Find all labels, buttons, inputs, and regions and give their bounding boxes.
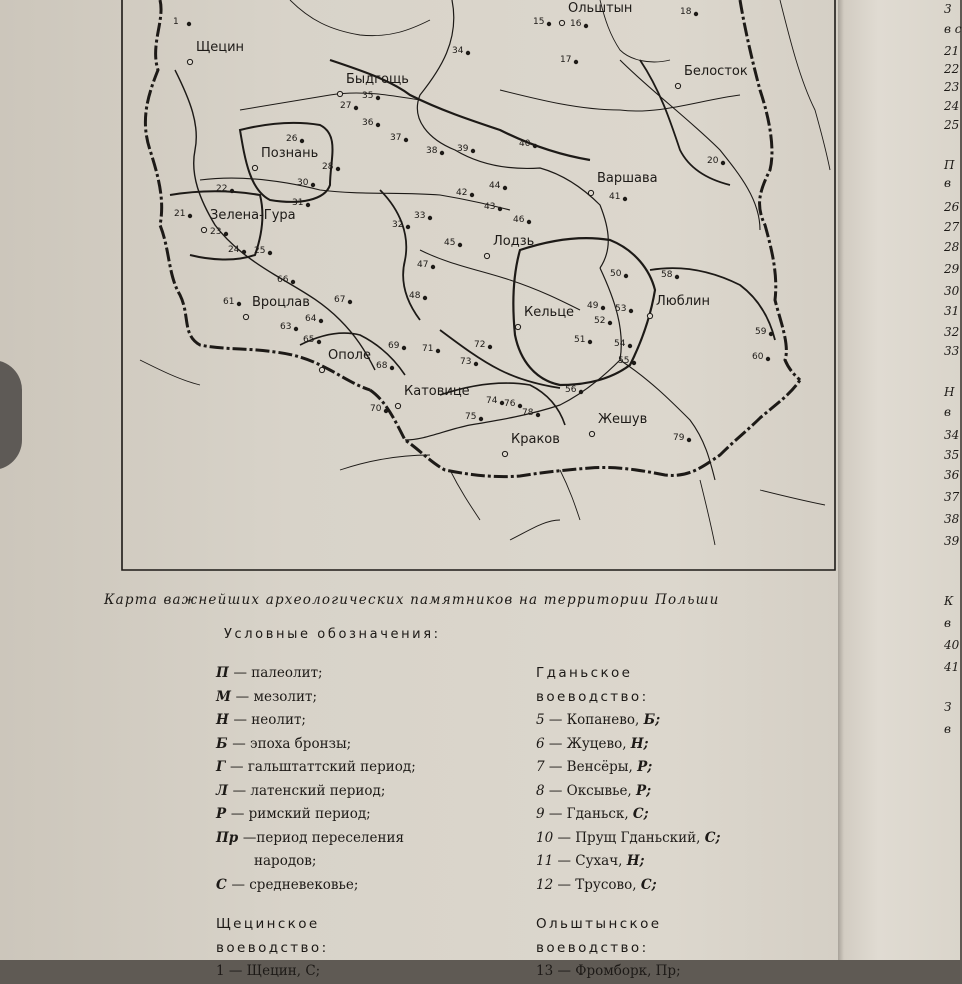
site-number: 79 [673, 433, 685, 443]
right-page-fragment: 35 [944, 448, 960, 462]
szczecin-heading-1: Щецинское [216, 916, 320, 932]
period-entry [216, 662, 486, 686]
city-marker [395, 403, 400, 408]
period-entry [216, 686, 486, 710]
site-dot [694, 12, 698, 16]
city-marker [252, 165, 257, 170]
site-number: 39 [457, 144, 469, 154]
site-number: 24 [228, 245, 240, 255]
tributary [780, 0, 830, 170]
site-dot [721, 161, 725, 165]
gdansk-site-entry [536, 756, 796, 780]
gdansk-site-entry [536, 803, 796, 827]
site-number: 25 [254, 246, 266, 256]
site-dot [390, 366, 394, 370]
tributary [290, 0, 430, 36]
site-dot [488, 345, 492, 349]
right-page-fragment: 27 [944, 220, 960, 234]
province-boundary [170, 191, 262, 259]
period-code: М [216, 688, 236, 705]
right-page-fragment: 32 [944, 325, 960, 339]
site-number: 31 [292, 198, 304, 208]
legend-right-column [536, 662, 796, 984]
site-dot [376, 123, 380, 127]
period-entry [216, 733, 486, 757]
tributary [510, 520, 560, 540]
tributary [340, 455, 430, 470]
site-number: 41 [609, 192, 621, 202]
right-page-fragment: 22 [944, 62, 960, 76]
river-pilica [420, 250, 580, 310]
site-number: 63 [280, 322, 292, 332]
site-name: — Копанево, [548, 712, 644, 728]
city-label: Белосток [684, 64, 748, 79]
site-number: 74 [486, 396, 498, 406]
city-marker [187, 59, 192, 64]
site-dot [628, 344, 632, 348]
period-code: Н [216, 712, 234, 728]
period-entry [216, 874, 486, 898]
site-dot [547, 22, 551, 26]
gdansk-site-entry [536, 709, 796, 733]
site-dot [306, 203, 310, 207]
right-page-fragment: 28 [944, 240, 960, 254]
site-dot [188, 214, 192, 218]
right-page-fragment: 36 [944, 468, 960, 482]
site-dot [466, 51, 470, 55]
site-number: 1 [173, 17, 179, 27]
site-dot [675, 275, 679, 279]
city-label: Кельце [524, 305, 575, 320]
site-dot [404, 138, 408, 142]
site-period-code: Н; [626, 853, 645, 869]
city-label: Зелена-Гура [210, 208, 296, 223]
river-bug [620, 60, 760, 230]
site-period-code: Н; [630, 735, 649, 752]
site-name: — Оксывье, [548, 782, 637, 799]
site-number: 30 [297, 178, 309, 188]
site-dot [498, 207, 502, 211]
river-vistula [417, 0, 608, 268]
right-page-fragment: Н [944, 385, 955, 399]
site-number: 71 [422, 344, 434, 354]
city-marker [484, 253, 489, 258]
site-number: 52 [594, 316, 606, 326]
city-label: Люблин [656, 294, 710, 309]
olsztyn-first-entry: 13 — Фромборк, Пр; [536, 963, 681, 979]
map-frame [122, 0, 835, 570]
site-dot [237, 302, 241, 306]
period-entry [216, 709, 486, 733]
site-number: 37 [390, 133, 402, 143]
site-dot [769, 332, 773, 336]
site-number: 17 [560, 55, 572, 65]
period-code: Б [216, 735, 233, 752]
site-num: 6 [536, 735, 549, 752]
site-number: 59 [755, 327, 767, 337]
site-dot [294, 327, 298, 331]
site-num: 5 [536, 712, 549, 728]
site-number: 53 [615, 304, 627, 314]
site-num: 8 [536, 782, 549, 799]
gdansk-site-entry [536, 827, 796, 851]
site-number: 15 [533, 17, 545, 27]
szczecin-heading-2: воеводство: [216, 939, 329, 956]
gdansk-heading-1: Гданьское [536, 665, 633, 681]
right-page-fragment: 37 [944, 490, 960, 504]
right-page-fragment: в [944, 722, 951, 736]
site-number: 18 [680, 7, 692, 17]
river-notec [240, 93, 420, 110]
site-dot [608, 321, 612, 325]
right-page-fragment: З [944, 700, 952, 714]
site-dot [348, 300, 352, 304]
site-period-code: Б; [643, 712, 661, 728]
site-dot [402, 346, 406, 350]
right-page-fragment: 40 [944, 638, 960, 652]
right-page-fragment: 3 [944, 2, 952, 16]
period-text: — гальштаттский период; [230, 759, 416, 775]
site-dot [317, 340, 321, 344]
site-number: 64 [305, 314, 317, 324]
city-marker [337, 91, 342, 96]
site-dot [574, 60, 578, 64]
site-number: 67 [334, 295, 346, 305]
period-text: — мезолит; [235, 688, 318, 705]
period-code: С [216, 876, 232, 893]
right-page-fragment: 21 [944, 44, 960, 58]
site-dot [423, 296, 427, 300]
site-number: 16 [570, 19, 582, 29]
site-dot [291, 280, 295, 284]
site-number: 66 [277, 275, 289, 285]
site-number: 36 [362, 118, 374, 128]
right-page-fragment: в с [944, 22, 962, 36]
site-period-code: С; [640, 876, 657, 893]
period-codes-list [216, 662, 486, 897]
site-number: 61 [223, 297, 235, 307]
period-text: — палеолит; [233, 665, 323, 681]
city-label: Ополе [328, 348, 371, 363]
site-dot [471, 149, 475, 153]
right-page-fragment: в [944, 616, 951, 630]
period-entry [216, 803, 486, 827]
site-number: 56 [565, 385, 577, 395]
city-label: Познань [261, 146, 319, 161]
period-text: —период переселения [242, 829, 405, 846]
site-number: 21 [174, 209, 186, 219]
site-name: — Прущ Гданьский, [557, 829, 705, 846]
site-dot [268, 251, 272, 255]
site-dot [527, 220, 531, 224]
site-number: 45 [444, 238, 456, 248]
period-text: народов; [254, 853, 317, 869]
right-page-fragment: К [944, 594, 954, 608]
legend-title: Условные обозначения: [224, 627, 441, 642]
province-boundary [440, 330, 560, 388]
city-marker [559, 20, 564, 25]
city-marker [589, 431, 594, 436]
site-number: 35 [362, 91, 374, 101]
olsztyn-heading-2: воеводство: [536, 939, 649, 956]
site-num: 11 [536, 853, 558, 869]
site-number: 58 [661, 270, 673, 280]
period-entry [216, 780, 486, 804]
site-name: — Трусово, [557, 876, 641, 893]
site-dot [187, 22, 191, 26]
period-text: — латенский период; [232, 782, 386, 799]
period-entry [216, 827, 486, 851]
tributary [700, 480, 715, 545]
site-dot [319, 319, 323, 323]
site-number: 23 [210, 227, 222, 237]
site-number: 78 [522, 408, 534, 418]
right-page-fragment: 25 [944, 118, 960, 132]
city-label: Катовице [404, 384, 470, 399]
city-label: Жешув [598, 412, 648, 427]
gdansk-site-entry [536, 780, 796, 804]
right-page-fragment: в [944, 176, 951, 190]
city-label: Варшава [597, 171, 658, 186]
city-label: Щецин [196, 40, 245, 55]
period-code: Л [216, 782, 233, 799]
right-page-fragment: 24 [944, 99, 960, 113]
site-period-code: С; [704, 829, 721, 846]
site-number: 49 [587, 301, 599, 311]
site-name: — Сухач, [557, 853, 627, 869]
period-entry [216, 756, 486, 780]
period-code: Р [216, 806, 231, 822]
site-dot [766, 357, 770, 361]
site-number: 46 [513, 215, 525, 225]
right-page-fragment: 30 [944, 284, 960, 298]
city-marker [588, 190, 593, 195]
site-dot [242, 250, 246, 254]
site-number: 34 [452, 46, 464, 56]
site-number: 26 [286, 134, 298, 144]
right-page-fragment: П [944, 158, 955, 172]
site-dot [479, 417, 483, 421]
site-dot [428, 216, 432, 220]
site-dot [336, 167, 340, 171]
city-marker [243, 314, 248, 319]
tributary [140, 360, 200, 385]
site-number: 69 [388, 341, 400, 351]
tributary [560, 470, 580, 520]
city-marker [319, 367, 324, 372]
site-name: — Жуцево, [548, 735, 631, 752]
site-number: 22 [216, 184, 228, 194]
site-number: 75 [465, 412, 477, 422]
period-code: П [216, 665, 234, 681]
site-dot [440, 151, 444, 155]
tributary [760, 490, 825, 505]
city-marker [201, 227, 206, 232]
site-dot [584, 24, 588, 28]
thumb [0, 360, 22, 470]
right-page-fragment: 29 [944, 262, 960, 276]
right-page-fragment: 33 [944, 344, 960, 358]
site-number: 47 [417, 260, 429, 270]
site-dot [536, 413, 540, 417]
site-period-code: С; [632, 806, 649, 822]
site-number: 55 [618, 356, 630, 366]
site-number: 76 [504, 399, 516, 409]
city-marker [515, 324, 520, 329]
right-page-fragment: 26 [944, 200, 960, 214]
site-number: 60 [752, 352, 764, 362]
site-dot [687, 438, 691, 442]
site-dot [629, 309, 633, 313]
site-number: 42 [456, 188, 468, 198]
site-number: 54 [614, 339, 626, 349]
site-num: 12 [536, 876, 558, 893]
site-number: 50 [610, 269, 622, 279]
site-dot [376, 96, 380, 100]
gdansk-site-entry [536, 874, 796, 898]
right-page-fragment: 38 [944, 512, 960, 526]
gdansk-heading-2: воеводство: [536, 688, 649, 705]
site-dot [436, 349, 440, 353]
period-text: — неолит; [233, 712, 306, 728]
site-dot [624, 274, 628, 278]
site-number: 32 [392, 220, 404, 230]
olsztyn-heading-1: Ольштынское [536, 916, 662, 932]
city-marker [502, 451, 507, 456]
site-dot [588, 340, 592, 344]
site-dot [431, 265, 435, 269]
right-page-fragment: 34 [944, 428, 960, 442]
site-dot [354, 106, 358, 110]
site-number: 72 [474, 340, 486, 350]
right-page-fragment: 31 [944, 304, 960, 318]
city-label: Краков [511, 432, 560, 447]
period-code: Пр [216, 829, 243, 846]
site-number: 43 [484, 202, 496, 212]
gdansk-site-entry [536, 733, 796, 757]
site-dot [533, 144, 537, 148]
site-dot [384, 409, 388, 413]
right-page-fragment: в [944, 405, 951, 419]
tributary [450, 470, 480, 520]
site-number: 44 [489, 181, 501, 191]
period-text: — средневековье; [231, 876, 359, 893]
site-dot [632, 361, 636, 365]
site-dot [230, 189, 234, 193]
river-narew [500, 90, 740, 111]
right-page-fragment: 23 [944, 80, 960, 94]
city-marker [675, 83, 680, 88]
site-period-code: Р; [636, 782, 652, 799]
site-dot [458, 243, 462, 247]
site-period-code: Р; [637, 759, 653, 775]
site-name: — Гданьск, [548, 806, 633, 822]
gdansk-sites-list [536, 709, 796, 897]
site-number: 48 [409, 291, 421, 301]
site-num: 9 [536, 806, 549, 822]
site-dot [224, 232, 228, 236]
city-label: Вроцлав [252, 295, 310, 310]
city-marker [647, 313, 652, 318]
site-number: 27 [340, 101, 352, 111]
site-number: 38 [426, 146, 438, 156]
site-num: 7 [536, 759, 549, 775]
site-dot [601, 306, 605, 310]
site-name: — Венсёры, [548, 759, 638, 775]
site-dot [300, 139, 304, 143]
gdansk-site-entry [536, 850, 796, 874]
period-entry [216, 850, 486, 874]
site-number: 20 [707, 156, 719, 166]
site-num: 10 [536, 829, 558, 846]
site-dot [623, 197, 627, 201]
site-dot [470, 193, 474, 197]
legend-left-column [216, 662, 486, 984]
site-number: 40 [519, 139, 531, 149]
site-number: 28 [322, 162, 334, 172]
map-caption: Карта важнейших археологических памятников на территории Польши [104, 592, 720, 608]
right-page-fragment: 39 [944, 534, 960, 548]
site-number: 68 [376, 361, 388, 371]
site-dot [474, 362, 478, 366]
city-label: Быдгощь [346, 72, 409, 87]
city-label: Ольштын [568, 1, 633, 16]
right-page-fragment: 41 [944, 660, 960, 674]
site-number: 70 [370, 404, 382, 414]
site-number: 33 [414, 211, 426, 221]
szczecin-first-entry: 1 — Щецин, С; [216, 963, 321, 979]
site-dot [579, 390, 583, 394]
site-dot [503, 186, 507, 190]
site-number: 73 [460, 357, 472, 367]
period-text: — римский период; [230, 806, 371, 822]
site-dot [406, 225, 410, 229]
period-text: — эпоха бронзы; [232, 735, 352, 752]
city-label: Лодзь [493, 234, 535, 249]
period-code: Г [216, 759, 231, 775]
site-number: 51 [574, 335, 586, 345]
site-dot [311, 183, 315, 187]
site-number: 65 [303, 335, 315, 345]
